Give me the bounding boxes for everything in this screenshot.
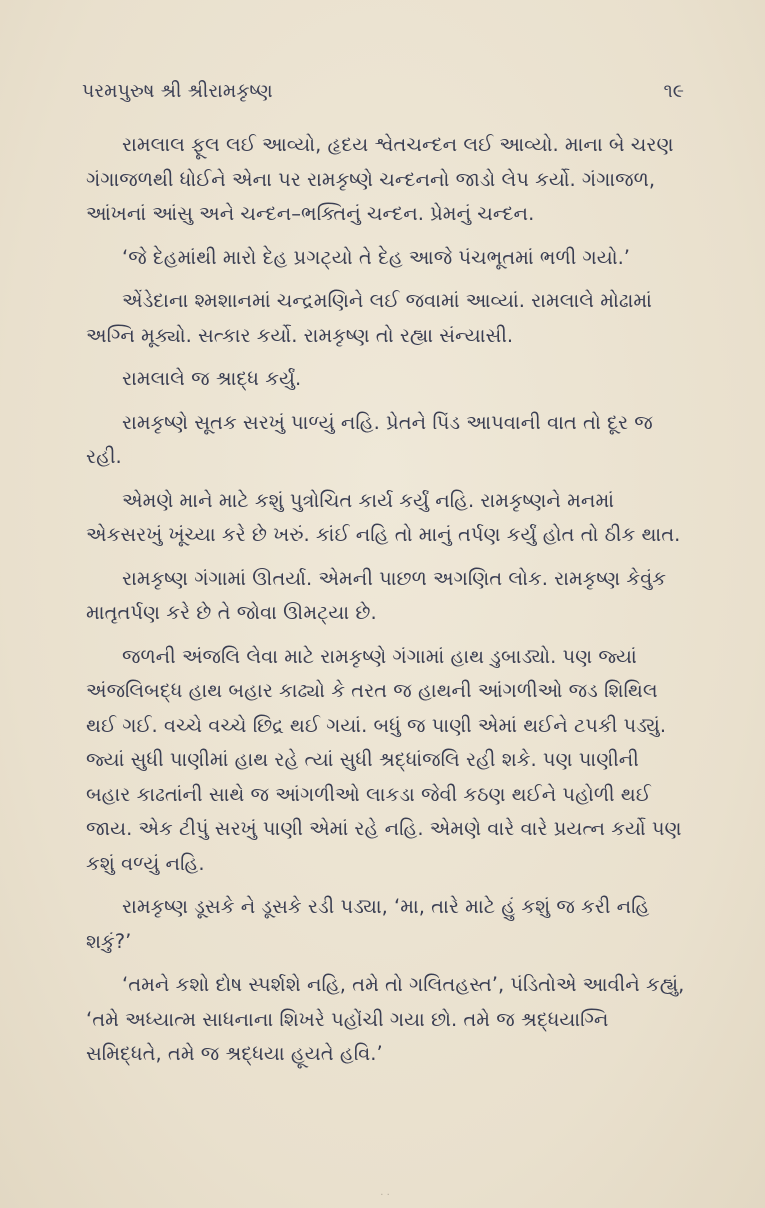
paragraph: રામકૃષ્ણ ગંગામાં ઊતર્યા. એમની પાછળ અગણિત લોક. રામકૃષ્ણ કેવુંક માતૃતર્પણ કરે છે તે જોવા ઊમટ્યા છે.	[86, 566, 667, 624]
paragraph: રામલાલ ફૂલ લઈ આવ્યો, હૃદય શ્વેતચન્દન લઈ આવ્યો. માના બે ચરણ ગંગાજળથી ધોઈને એના પર રામકૃષ્ણે ચન્દનનો જાડો લેપ કર્યો. ગંગાજળ, આંખનાં આંસુ અને ચન્દન–ભક્તિનું ચન્દન. પ્રેમનું ચન્દન.	[86, 133, 674, 225]
paragraph: એંડેદાના શ્મશાનમાં ચન્દ્રમણિને લઈ જવામાં આવ્યાં. રામલાલે મોઢામાં અગ્નિ મૂક્યો. સત્કાર કર્યો. રામકૃષ્ણ તો રહ્યા સંન્યાસી.	[86, 289, 652, 347]
footer-ornament: · ·	[380, 1190, 390, 1201]
paragraph: રામલાલે જ શ્રાદ્ધ કર્યું.	[122, 367, 302, 390]
paragraph: રામકૃષ્ણે સૂતક સરખું પાળ્યું નહિ. પ્રેતને પિંડ આપવાની વાત તો દૂર જ રહી.	[86, 410, 653, 468]
paragraph: ‘જે દેહમાંથી મારો દેહ પ્રગટ્યો તે દેહ આજે પંચભૂતમાં ભળી ગયો.’	[122, 245, 630, 269]
running-title: પરમપુરુષ શ્રી શ્રીરામકૃષ્ણ	[82, 80, 273, 102]
paragraph: જળની અંજલિ લેવા માટે રામકૃષ્ણે ગંગામાં હાથ ડુબાડ્યો. પણ જ્યાં અંજલિબદ્ધ હાથ બહાર કાઢ્યો કે તરત જ હાથની આંગળીઓ જડ શિથિલ થઈ ગઈ. વચ્ચે વચ્ચે છિદ્ર થઈ ગયાં. બધું જ પાણી એમાં થઈને ટપકી પડ્યું. જ્યાં સુધી પાણીમાં હાથ રહે ત્યાં સુધી શ્રદ્ધાંજલિ રહી શકે. પણ પાણીની બહાર કાઢતાંની સાથે જ આંગળીઓ લાકડા જેવી કઠણ થઈને પહોળી થઈ જાય. એક ટીપું સરખું પાણી એમાં રહે નહિ. એમણે વારે વારે પ્રયત્ન કર્યો પણ કશું વળ્યું નહિ.	[86, 644, 682, 875]
paragraph: એમણે માને માટે કશું પુત્રોચિત કાર્ય કર્યું નહિ. રામકૃષ્ણને મનમાં એકસરખું ખૂંચ્યા કરે છે ખરું. કાંઈ નહિ તો માનું તર્પણ કર્યું હોત તો ઠીક થાત.	[86, 488, 681, 546]
paragraph: રામકૃષ્ણ ડૂસકે ને ડૂસકે રડી પડ્યા, ‘મા, તારે માટે હું કશું જ કરી નહિ શકું?’	[86, 895, 650, 953]
running-header	[82, 80, 684, 114]
paragraph: ‘તમને કશો દોષ સ્પર્શશે નહિ, તમે તો ગલિતહસ્ત’, પંડિતોએ આવીને કહ્યું, ‘તમે અધ્યાત્મ સાધનાના શિખરે પહોંચી ગયા છો. તમે જ શ્રદ્ધયાગ્નિ સમિદ્ધતે, તમે જ શ્રદ્ધયા હૂયતે હવિ.’	[86, 973, 685, 1065]
body-text	[86, 128, 686, 1081]
page-number: ૧૯	[663, 80, 684, 102]
